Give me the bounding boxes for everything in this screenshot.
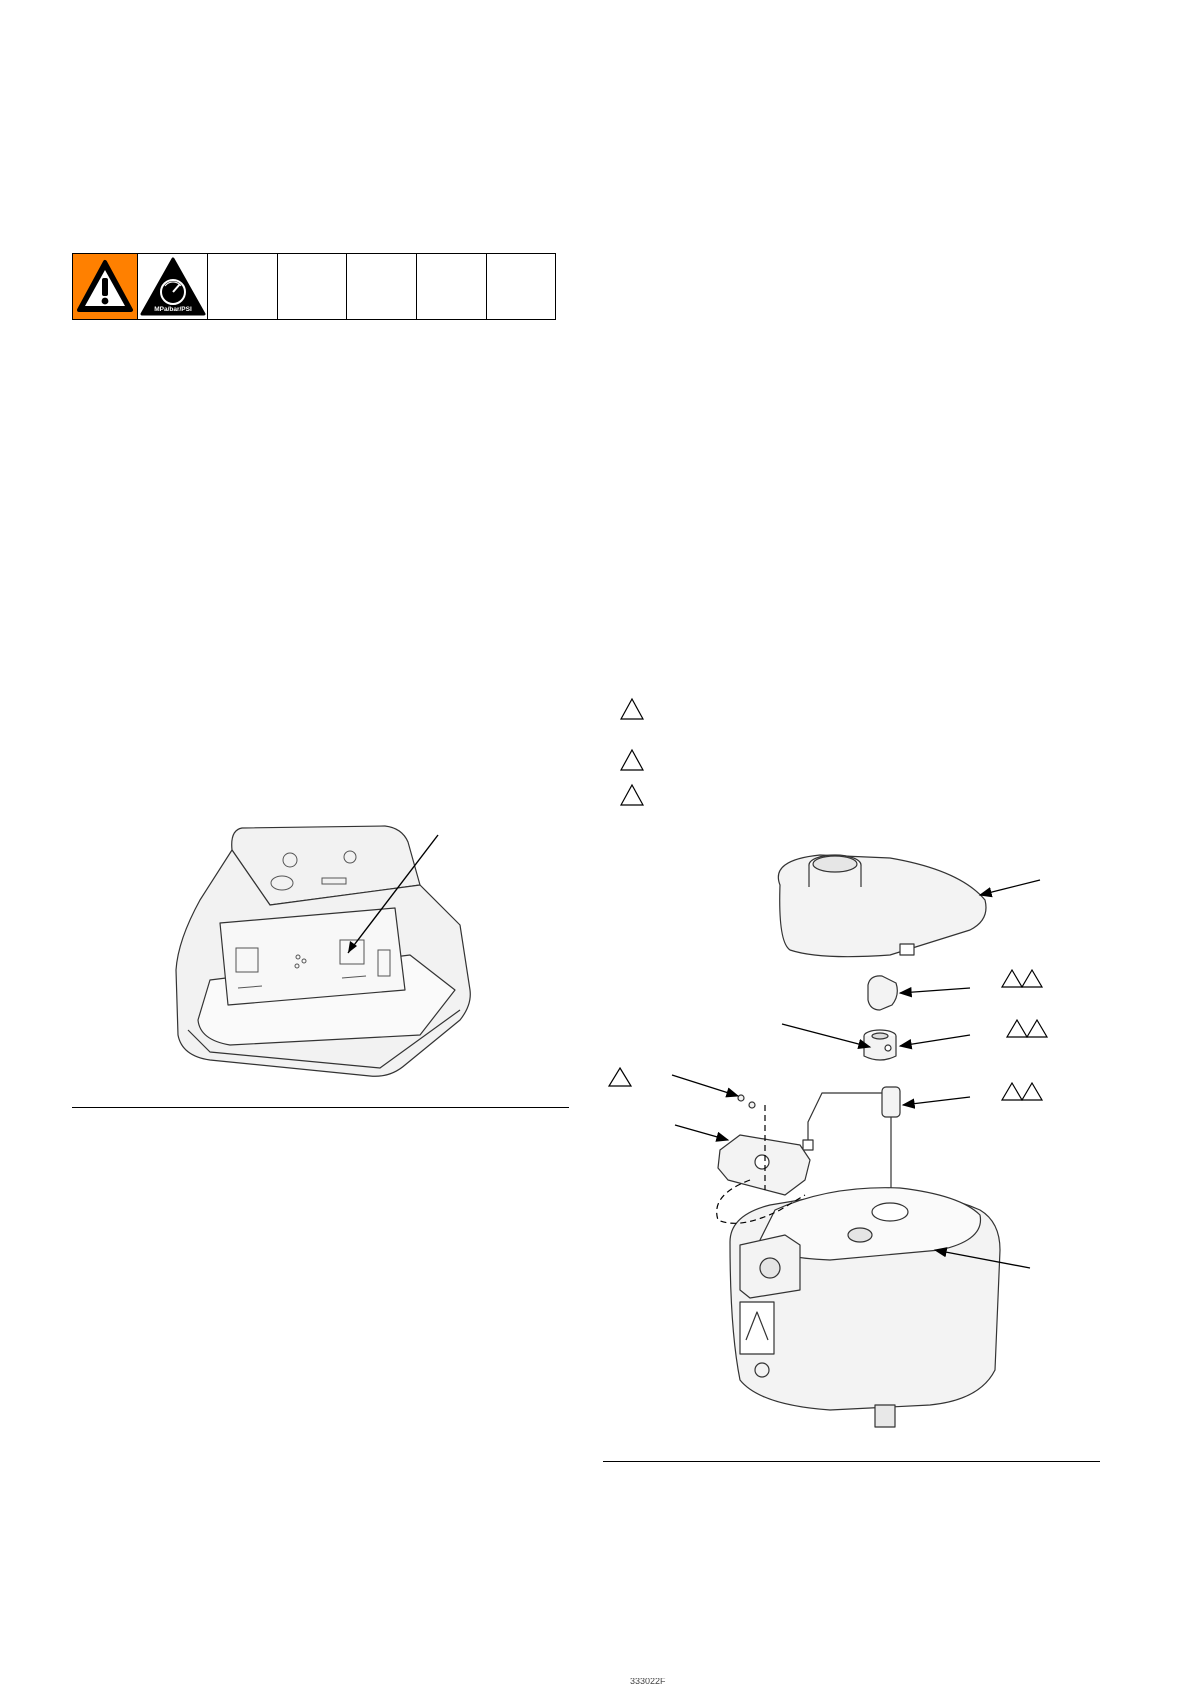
note-marker-icon (1027, 1020, 1047, 1037)
note-marker-icon (1007, 1020, 1027, 1037)
warning-symbol-strip (72, 253, 556, 320)
symbol-cell-empty (208, 254, 278, 319)
note-marker-icon (620, 783, 644, 807)
note-marker-icon (620, 748, 644, 772)
pressure-hazard-cell (138, 254, 208, 319)
symbol-cell-empty (278, 254, 348, 319)
control-board-figure (170, 820, 480, 1080)
motor-assembly-figure (600, 850, 1080, 1430)
figure-rule-left (72, 1107, 569, 1108)
note-marker-icon (1022, 970, 1042, 987)
warning-cell (73, 254, 138, 319)
figure-rule-right (603, 1461, 1100, 1462)
symbol-cell-empty (417, 254, 487, 319)
note-marker-icon (1002, 1083, 1022, 1100)
symbol-cell-empty (487, 254, 555, 319)
note-marker-icon (620, 697, 644, 721)
warning-exclamation-icon (73, 254, 137, 319)
symbol-cell-empty (347, 254, 417, 319)
note-marker-icon (1002, 970, 1022, 987)
pressure-gauge-icon (138, 254, 208, 319)
note-marker-icon (609, 1068, 631, 1086)
footer-text: 333022F (630, 1678, 666, 1685)
note-marker-icon (1022, 1083, 1042, 1100)
pressure-units-label: MPa/bar/PSI (154, 306, 192, 313)
